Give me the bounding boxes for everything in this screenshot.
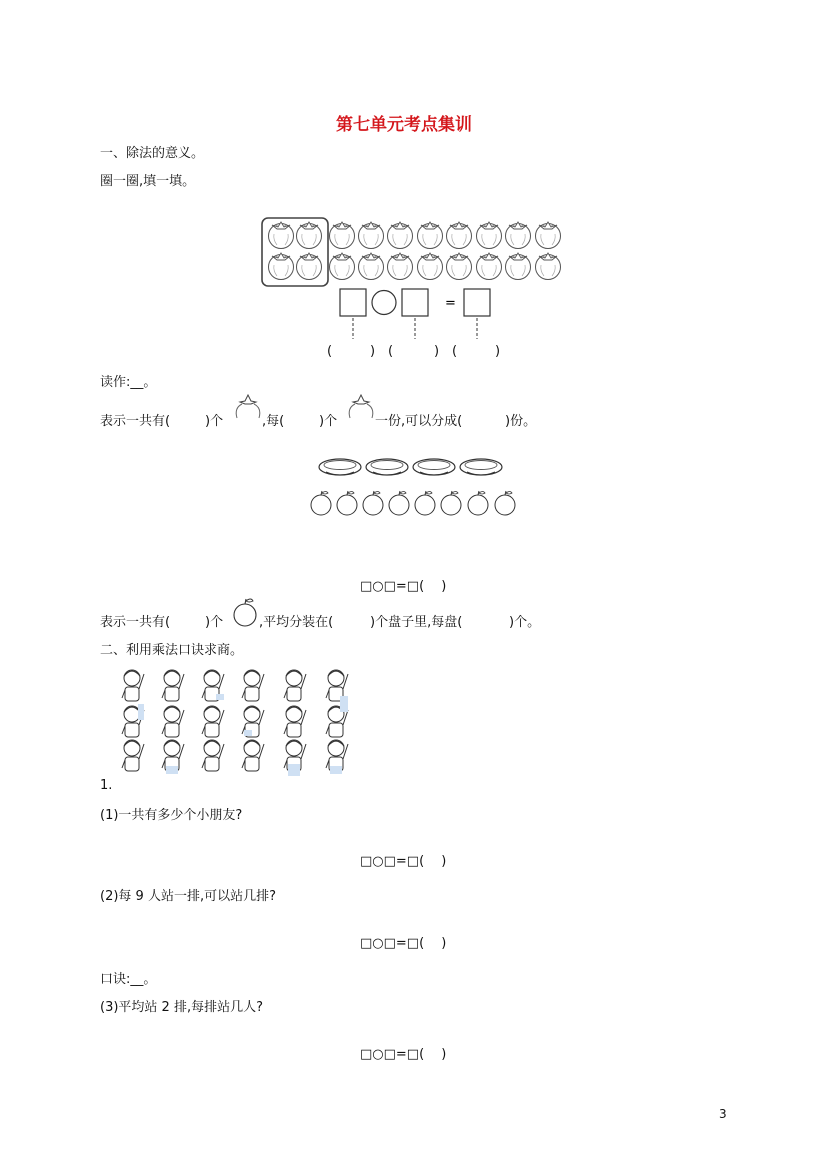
- apple-icon: [311, 491, 515, 515]
- read-as-line: 读作:__。: [100, 375, 157, 390]
- tomato-icon: [345, 392, 377, 424]
- plate-icon: [319, 459, 361, 475]
- question-1-equation: □○□=□( ): [360, 854, 447, 869]
- page-title: 第七单元考点集训: [336, 115, 472, 135]
- apple-sentence-part-2: )个: [205, 615, 224, 630]
- tomato-sentence-part-2: )个: [205, 414, 224, 429]
- tomato-sentence-part-4: )个: [319, 414, 338, 429]
- tomato-icon: [232, 392, 264, 424]
- box-equation-figure: [330, 285, 510, 341]
- apple-sentence-part-1: 表示一共有(: [100, 615, 171, 630]
- children-group-illustration: [112, 664, 364, 780]
- paren-close-2: ): [434, 344, 440, 359]
- paren-close-3: ): [495, 344, 501, 359]
- question-1: (1)一共有多少个小朋友?: [100, 808, 243, 823]
- tomato-sentence-part-5: 一份,可以分成(: [375, 414, 463, 429]
- section-1-heading: 一、除法的意义。: [100, 146, 205, 161]
- tomato-sentence-part-1: 表示一共有(: [100, 414, 171, 429]
- tomato-grid-figure: [258, 212, 570, 292]
- tomato-icon: [269, 222, 561, 280]
- apple-equation: □○□=□( ): [360, 579, 447, 594]
- apple-icon: [230, 597, 260, 627]
- paren-open-3: (: [452, 344, 458, 359]
- plate-icon: [460, 459, 502, 475]
- paren-open-1: (: [327, 344, 333, 359]
- item-number: 1.: [100, 778, 113, 793]
- plate-icon: [366, 459, 408, 475]
- dividend-box: [340, 289, 366, 316]
- divisor-box: [402, 289, 428, 316]
- equals-sign: =: [445, 296, 456, 311]
- question-3: (3)平均站 2 排,每排站几人?: [100, 1000, 263, 1015]
- section-2-heading: 二、利用乘法口诀求商。: [100, 643, 244, 658]
- question-2: (2)每 9 人站一排,可以站几排?: [100, 889, 276, 904]
- paren-open-2: (: [388, 344, 394, 359]
- tomato-sentence-part-3: ,每(: [262, 414, 285, 429]
- quotient-box: [464, 289, 490, 316]
- apple-sentence-part-3: ,平均分装在(: [259, 615, 334, 630]
- question-3-equation: □○□=□( ): [360, 1047, 447, 1062]
- paren-close-1: ): [370, 344, 376, 359]
- plate-icon: [413, 459, 455, 475]
- operator-circle: [372, 291, 396, 315]
- formula-line: 口诀:__。: [100, 972, 157, 987]
- section-1-instruction: 圈一圈,填一填。: [100, 174, 196, 189]
- page-number: 3: [719, 1107, 727, 1121]
- plates-figure: [316, 456, 506, 480]
- apple-sentence-part-4: )个盘子里,每盘(: [370, 615, 463, 630]
- tomato-sentence-part-6: )份。: [505, 414, 537, 429]
- question-2-equation: □○□=□( ): [360, 936, 447, 951]
- apples-figure: [308, 488, 520, 518]
- apple-sentence-part-5: )个。: [509, 615, 541, 630]
